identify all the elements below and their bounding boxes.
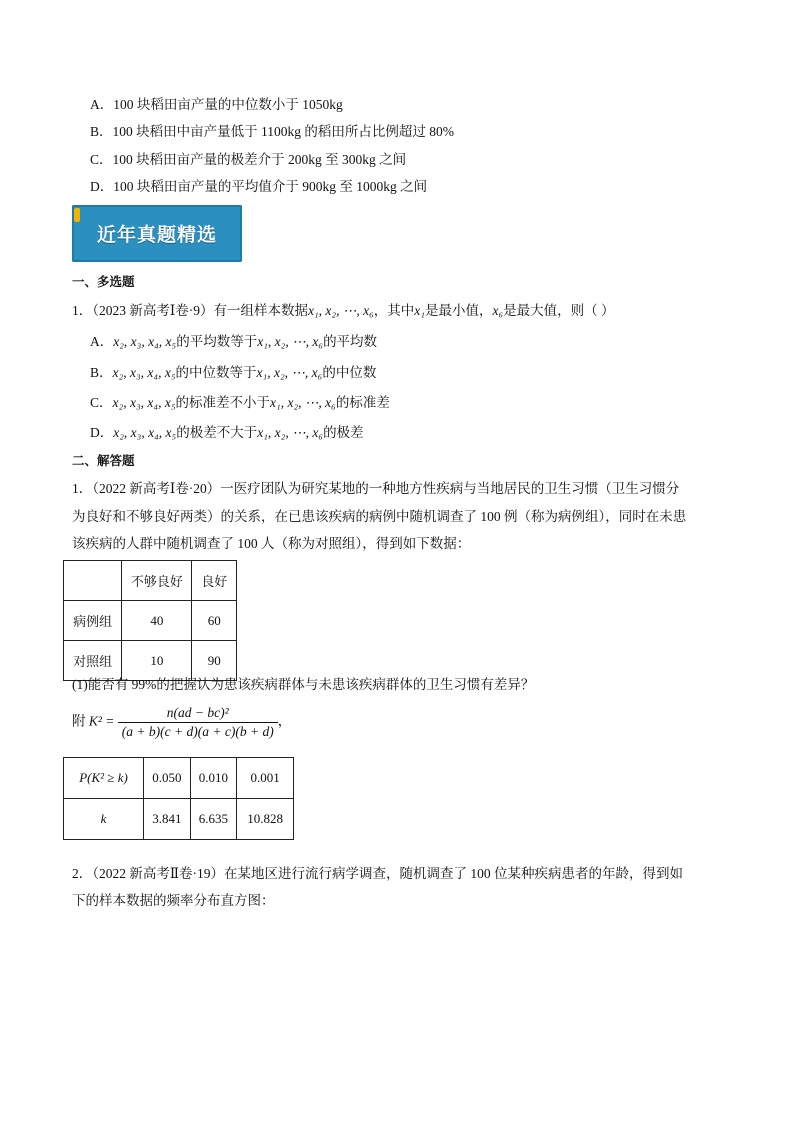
q1-option-relation: 的平均数等于: [176, 334, 258, 349]
q1-mid2: 是最小值，: [424, 303, 493, 318]
table-cell: 90: [192, 641, 237, 681]
table-cell: 3.841: [144, 799, 191, 840]
section-title-multiple-choice: 一、多选题: [72, 274, 135, 289]
section-title-free-response: 二、解答题: [72, 453, 135, 468]
table-cell: 0.050: [144, 758, 191, 799]
q3-line-1: 2．（2022 新高考Ⅱ卷·19）在某地区进行流行病学调查，随机调查了 100 位某种疾病患者的年龄，得到如: [72, 866, 684, 881]
q1-option-left: x₂, x₃, x₄, x₅: [113, 425, 177, 440]
q1-option-suffix: 的中位数: [322, 365, 377, 380]
q1-prefix: 1．（2023 新高考Ⅰ卷·9）有一组样本数据: [72, 303, 308, 318]
q1-option-suffix: 的极差: [323, 425, 364, 440]
q1-option-left: x₂, x₃, x₄, x₅: [113, 334, 177, 349]
q3-line-2: 下的样本数据的频率分布直方图：: [72, 893, 275, 908]
table-cell: 40: [122, 601, 192, 641]
q1-max-var: x₆: [492, 303, 504, 318]
q1-option-a: [90, 332, 377, 352]
table-cell: 0.001: [237, 758, 294, 799]
q1-option-relation: 的中位数等于: [175, 365, 257, 380]
q1-vars: x₁, x₂, ⋯, x₆: [307, 303, 374, 318]
q2-subquestion-1: (1)能否有 99%的把握认为患该疾病群体与未患该疾病群体的卫生习惯有差异？: [72, 677, 535, 692]
critical-value-table: [63, 757, 294, 840]
question-1-stem: [72, 301, 615, 321]
q1-option-letter: C．: [90, 395, 113, 410]
formula-fraction: [118, 704, 278, 741]
table-row: [64, 799, 294, 840]
table-row: [64, 561, 237, 601]
q1-mid3: 是最大值，则（ ）: [503, 303, 615, 318]
table-cell: 10.828: [237, 799, 294, 840]
banner-title: 近年真题精选: [96, 224, 217, 246]
formula-suffix: ，: [277, 713, 292, 729]
table-row-label: k: [64, 799, 144, 840]
table-row-label: 病例组: [64, 601, 122, 641]
formula-lhs: K² =: [88, 713, 115, 729]
table-row: [64, 758, 294, 799]
q1-option-relation: 的极差不大于: [176, 425, 258, 440]
option-c: C．100 块稻田亩产量的极差介于 200kg 至 300kg 之间: [90, 152, 407, 167]
table-cell: 60: [192, 601, 237, 641]
q1-option-suffix: 的标准差: [335, 395, 390, 410]
contingency-table: [63, 560, 237, 681]
q1-min-var: x₁: [414, 303, 425, 318]
q2-line-2: 为良好和不够良好两类）的关系，在已患该疾病的病例中随机调查了 100 例（称为病例组），同时在未患: [72, 509, 687, 524]
q1-option-d: [90, 423, 364, 443]
q1-option-right: x₁, x₂, ⋯, x₆: [256, 365, 323, 380]
q1-option-b: [90, 363, 376, 383]
formula-prefix: 附: [72, 713, 86, 729]
q1-option-right: x₁, x₂, ⋯, x₆: [270, 395, 336, 410]
q2-line-1: 1．（2022 新高考Ⅰ卷·20）一医疗团队为研究某地的一种地方性疾病与当地居民的卫生习惯（卫生习惯分: [72, 481, 680, 496]
table-row-label: P(K² ≥ k): [64, 758, 144, 799]
table-header: 不够良好: [122, 561, 192, 601]
q1-option-relation: 的标准差不小于: [175, 395, 271, 410]
table-cell: 10: [122, 641, 192, 681]
q1-option-c: [90, 393, 390, 413]
table-cell: 0.010: [190, 758, 237, 799]
q1-option-left: x₂, x₃, x₄, x₅: [112, 395, 176, 410]
q1-option-left: x₂, x₃, x₄, x₅: [112, 365, 176, 380]
option-a: A．100 块稻田亩产量的中位数小于 1050kg: [90, 97, 343, 112]
section-banner: [72, 205, 242, 262]
table-row-label: 对照组: [64, 641, 122, 681]
q1-mid1: ，其中: [373, 303, 415, 318]
formula-denominator: (a + b)(c + d)(a + c)(b + d): [118, 722, 278, 741]
formula-numerator: n(ad − bc)²: [166, 705, 229, 720]
q1-option-letter: A．: [90, 334, 114, 349]
q1-option-letter: B．: [90, 365, 113, 380]
table-cell: [64, 561, 122, 601]
q1-option-right: x₁, x₂, ⋯, x₆: [257, 425, 324, 440]
k-squared-formula: [72, 704, 291, 741]
table-cell: 6.635: [190, 799, 237, 840]
option-d: D．100 块稻田亩产量的平均值介于 900kg 至 1000kg 之间: [90, 179, 428, 194]
q1-option-suffix: 的平均数: [323, 334, 378, 349]
table-row: [64, 601, 237, 641]
q2-line-3: 该疾病的人群中随机调查了 100 人（称为对照组），得到如下数据：: [72, 536, 471, 551]
option-b: B．100 块稻田中亩产量低于 1100kg 的稻田所占比例超过 80%: [90, 124, 454, 139]
q1-option-right: x₁, x₂, ⋯, x₆: [257, 334, 324, 349]
q1-option-letter: D．: [90, 425, 114, 440]
table-header: 良好: [192, 561, 237, 601]
